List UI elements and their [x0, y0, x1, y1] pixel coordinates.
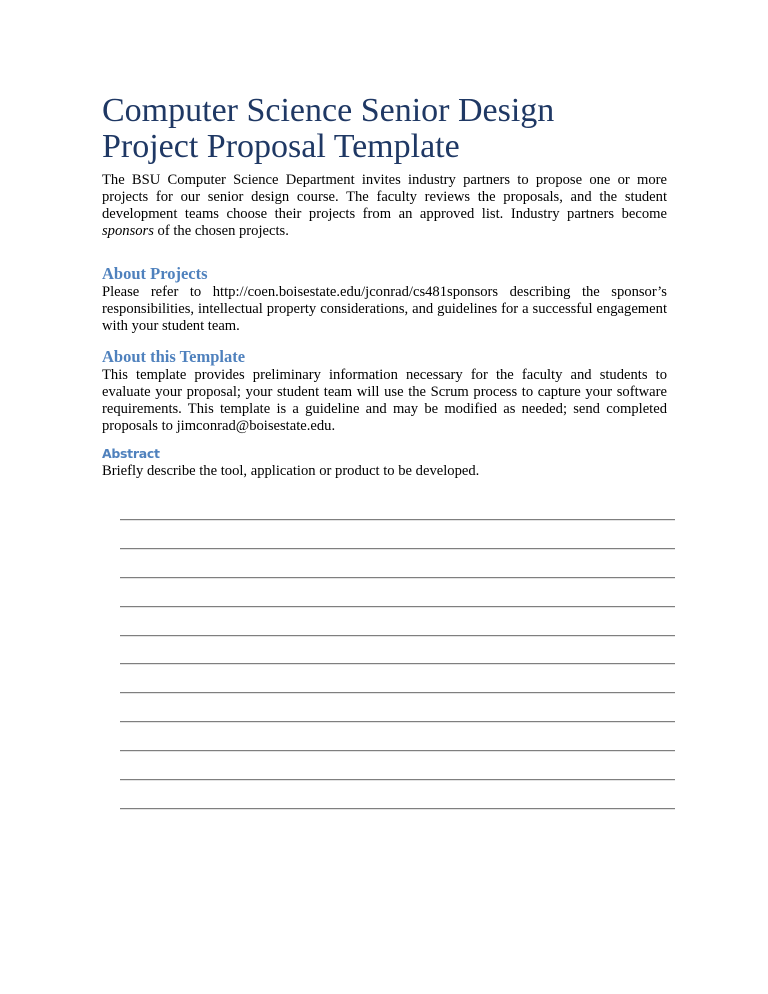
- about-template-paragraph: This template provides preliminary information necessary for the faculty and students to evaluate your proposal; your student team will use the Scrum process to capture your software requirements. This template is a guideline and may be modified as needed; send completed proposals to jimconrad@boisestate.edu.: [102, 367, 667, 434]
- answer-line[interactable]: [120, 808, 675, 810]
- answer-line[interactable]: [120, 779, 675, 781]
- answer-line[interactable]: [120, 519, 675, 521]
- answer-line[interactable]: [120, 606, 675, 608]
- intro-italic-sponsors: sponsors: [102, 223, 154, 239]
- intro-paragraph: [102, 172, 667, 240]
- answer-line[interactable]: [120, 635, 675, 637]
- answer-line[interactable]: [120, 692, 675, 694]
- title-line-1: Computer Science Senior Design: [102, 92, 555, 129]
- heading-about-projects: About Projects: [102, 264, 208, 283]
- abstract-answer-lines[interactable]: [120, 519, 675, 837]
- answer-line[interactable]: [120, 750, 675, 752]
- heading-abstract: Abstract: [102, 446, 160, 461]
- heading-about-template: About this Template: [102, 347, 246, 366]
- answer-line[interactable]: [120, 721, 675, 723]
- title-line-2: Project Proposal Template: [102, 128, 460, 165]
- document-title: [102, 93, 702, 165]
- answer-line[interactable]: [120, 548, 675, 550]
- answer-line[interactable]: [120, 577, 675, 579]
- abstract-prompt: Briefly describe the tool, application or product to be developed.: [102, 463, 480, 479]
- answer-line[interactable]: [120, 663, 675, 665]
- intro-text-end: of the chosen projects.: [153, 223, 289, 239]
- intro-text: The BSU Computer Science Department invites industry partners to propose one or more projects for our senior design course. The faculty reviews the proposals, and the student development teams choose their projects from an approved list. Industry partners become: [102, 172, 667, 222]
- about-projects-paragraph: Please refer to http://coen.boisestate.edu/jconrad/cs481sponsors describing the sponsor’s responsibilities, intellectual property considerations, and guidelines for a successful engagement with your student team.: [102, 284, 667, 334]
